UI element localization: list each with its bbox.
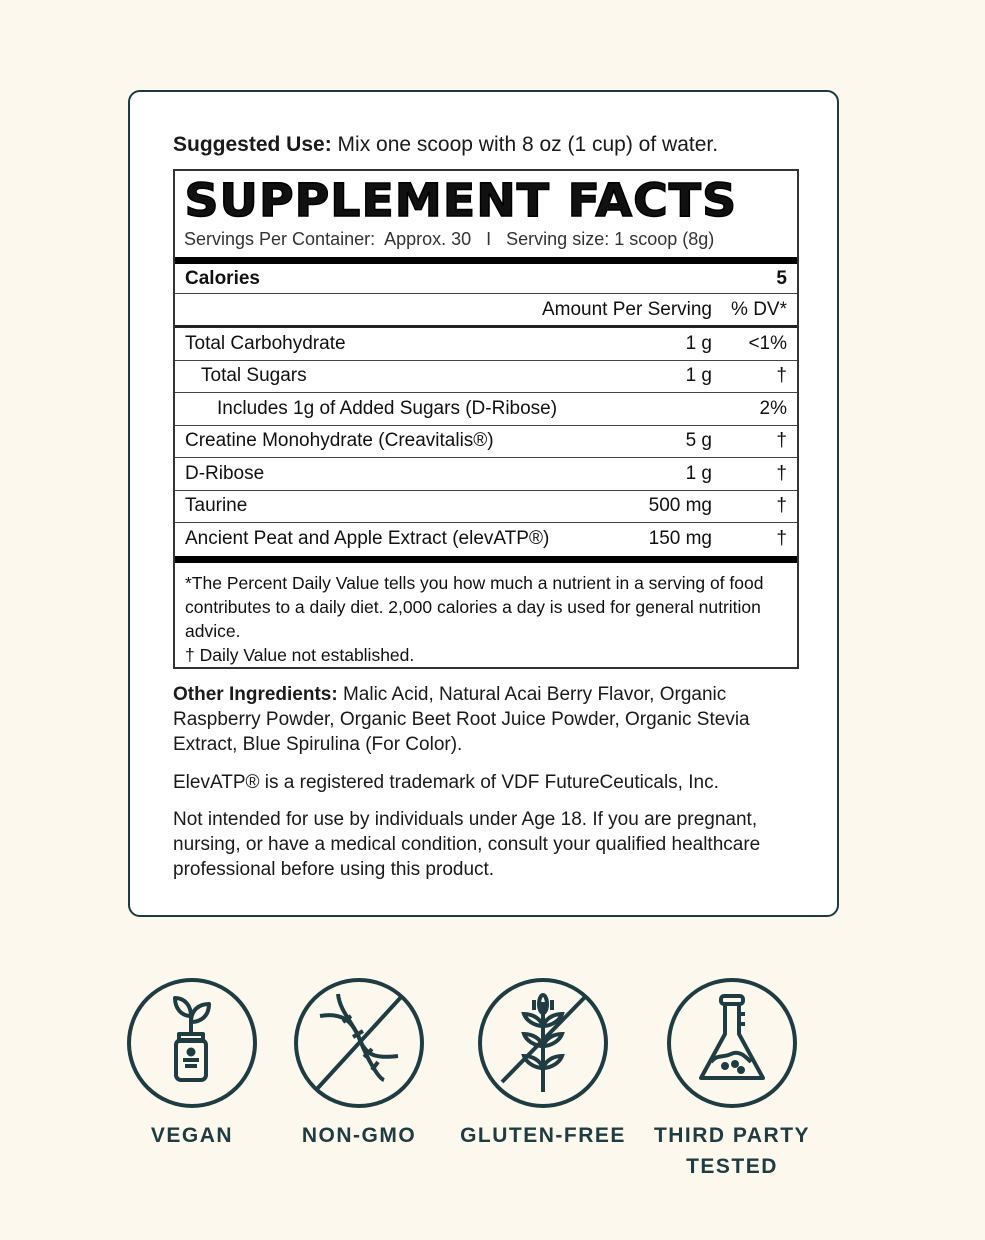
badge-third-party-tested [667, 978, 797, 1108]
nutrient-amount: 1 g [685, 332, 712, 354]
nutrient-dv: † [776, 495, 787, 517]
badge-label-line2: TESTED [686, 1155, 778, 1178]
facts-row [175, 458, 797, 491]
flask-icon [671, 982, 793, 1104]
warning-note: Not intended for use by individuals under Age 18. If you are pregnant, nursing, or have a medical condition, consult your qualified healthcare professional before using this product. [173, 809, 761, 880]
nutrient-name: Creatine Monohydrate (Creavitalis®) [185, 430, 494, 452]
nutrient-dv: <1% [748, 332, 787, 354]
facts-row [175, 426, 797, 459]
nutrient-dv: 2% [759, 397, 787, 419]
suggested-use-label: Suggested Use: [173, 133, 332, 156]
calories-value: 5 [776, 267, 787, 289]
badge-label-gluten-free: GLUTEN-FREE [460, 1124, 626, 1147]
nutrient-amount: 150 mg [648, 528, 712, 550]
other-ingredients [173, 682, 813, 757]
servings-info: Servings Per Container: Approx. 30 I Serving size: 1 scoop (8g) [184, 229, 715, 249]
nutrient-dv: † [776, 528, 787, 550]
nutrient-name: Total Carbohydrate [185, 332, 346, 354]
suggested-use-text: Mix one scoop with 8 oz (1 cup) of water. [331, 133, 719, 156]
footnote [175, 563, 797, 667]
nutrient-name: D-Ribose [185, 462, 265, 484]
facts-row [175, 393, 797, 426]
facts-row [175, 523, 797, 556]
facts-row [175, 361, 797, 394]
footnote-dv: *The Percent Daily Value tells you how much a nutrient in a serving of food contributes to a daily diet. 2,000 calories a day is used for general nutrition advice. [185, 572, 764, 641]
amount-header: Amount Per Serving [541, 298, 712, 320]
nutrient-dv: † [776, 462, 787, 484]
badge-label-third-party-tested [642, 1120, 822, 1182]
other-ingredients-label: Other Ingredients: [173, 684, 338, 705]
wheat-crossed-icon [482, 982, 604, 1104]
nutrient-name: Ancient Peat and Apple Extract (elevATP®) [185, 528, 550, 550]
dna-crossed-icon [298, 982, 420, 1104]
nutrient-name: Taurine [185, 495, 248, 517]
badge-label-non-gmo: NON-GMO [301, 1124, 417, 1147]
nutrient-amount: 1 g [685, 365, 712, 387]
calories-row [175, 264, 797, 294]
facts-title: SUPPLEMENT FACTS [184, 174, 738, 227]
other-ingredients-text: Malic Acid, Natural Acai Berry Flavor, Organic Raspberry Powder, Organic Beet Root Juice Powder, Organic Stevia Extract, Blue Spirulina (For Color). [173, 684, 750, 755]
amount-header-row [175, 294, 797, 328]
nutrient-amount: 500 mg [648, 495, 712, 517]
facts-row [175, 328, 797, 361]
supplement-facts-panel [173, 169, 799, 669]
badge-gluten-free [478, 978, 608, 1108]
nutrient-amount: 5 g [685, 430, 712, 452]
divider [175, 556, 797, 563]
nutrient-dv: † [776, 365, 787, 387]
dv-header: % DV* [731, 298, 787, 320]
suggested-use [173, 133, 718, 157]
plant-jar-icon [131, 982, 253, 1104]
badge-non-gmo [294, 978, 424, 1108]
nutrient-name: Total Sugars [201, 365, 307, 387]
nutrient-name: Includes 1g of Added Sugars (D-Ribose) [217, 397, 558, 419]
calories-label: Calories [185, 267, 260, 289]
facts-row [175, 491, 797, 524]
trademark-note: ElevATP® is a registered trademark of VDF FutureCeuticals, Inc. [173, 772, 719, 793]
badge-label-line1: THIRD PARTY [653, 1124, 811, 1147]
footnote-dagger: † Daily Value not established. [185, 644, 415, 665]
divider [175, 257, 797, 264]
badge-label-vegan: VEGAN [150, 1124, 234, 1147]
badge-vegan [127, 978, 257, 1108]
nutrient-dv: † [776, 430, 787, 452]
nutrient-amount: 1 g [685, 462, 712, 484]
